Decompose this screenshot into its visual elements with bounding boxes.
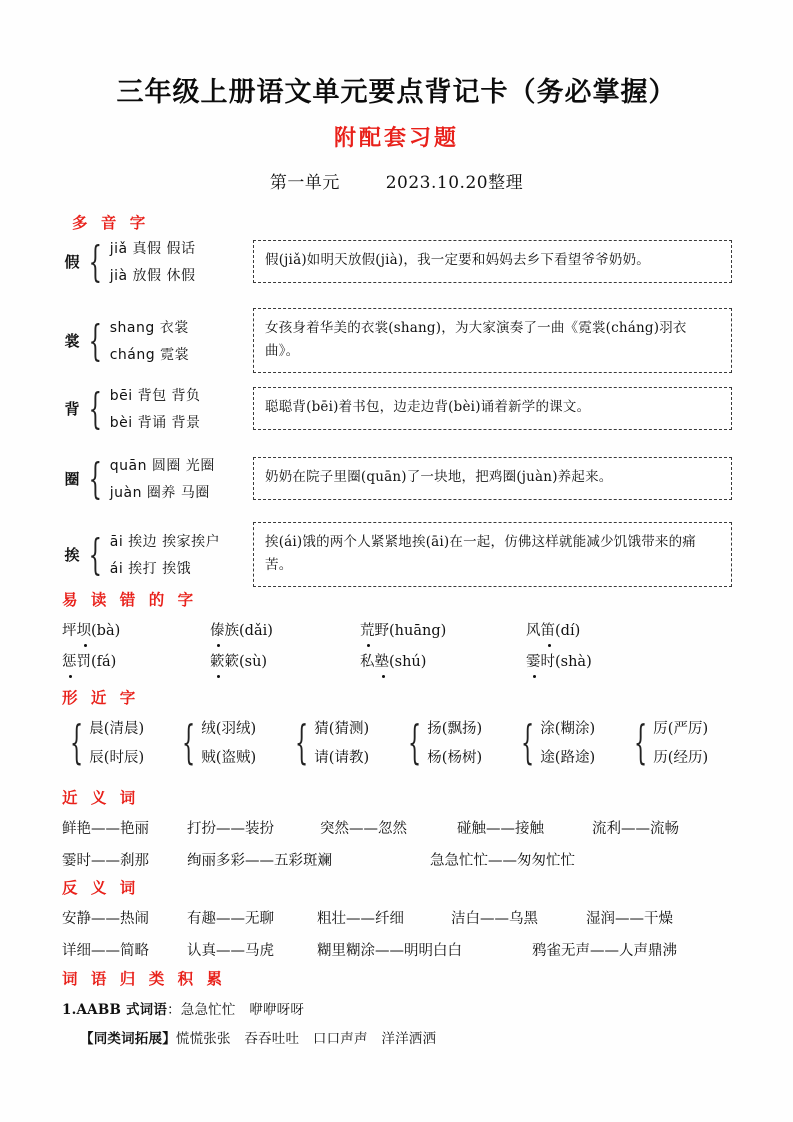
antonym-pair: 鸦雀无声——人声鼎沸 xyxy=(532,943,677,959)
similar-form-pair xyxy=(314,717,369,767)
misread-item xyxy=(360,650,526,671)
polyphone-example-box: 女孩身着华美的衣裳(shang)，为大家演奏了一曲《霓裳(cháng)羽衣曲》。 xyxy=(253,308,732,373)
similar-form-char: 途(路途) xyxy=(540,750,596,766)
section-accumulation xyxy=(62,967,734,1056)
emphasis-dot xyxy=(217,675,220,678)
polyphone-char: 挨 xyxy=(64,546,80,565)
polyphone-example-box: 奶奶在院子里圈(quān)了一块地，把鸡圈(juàn)养起来。 xyxy=(253,457,732,499)
similar-form-char: 晨(清晨) xyxy=(89,721,145,737)
misread-item xyxy=(526,650,592,671)
misread-item xyxy=(360,619,526,640)
misread-pinyin: (dǎi) xyxy=(239,623,273,639)
unit-and-date-line xyxy=(0,168,793,193)
polyphone-char: 裳 xyxy=(64,332,80,351)
similar-form-char: 扬(飘扬) xyxy=(427,721,483,737)
similar-form-item: { 绒(羽绒) 贼(盗贼) xyxy=(182,715,257,769)
misread-item xyxy=(210,619,360,640)
synonym-pair: 霎时——刹那 xyxy=(62,853,149,869)
similar-form-pair xyxy=(427,717,482,767)
emphasis-dot xyxy=(548,644,551,647)
similar-form-char: 历(经历) xyxy=(653,750,709,766)
polyphone-reading: āi 挨边 挨家挨户 xyxy=(109,534,221,551)
similar-form-pair xyxy=(201,717,256,767)
polyphone-readings xyxy=(110,238,196,285)
misread-word: 私塾 xyxy=(360,650,389,671)
antonym-row xyxy=(62,939,734,960)
similar-form-row xyxy=(62,717,734,767)
section-heading-similar-form: 形 近 字 xyxy=(62,689,140,707)
accumulation-colon: ： xyxy=(167,1002,181,1018)
antonym-row xyxy=(62,907,734,928)
polyphone-left-group: 圈 { quān 圆圈 光圈 juàn 圈养 马圈 xyxy=(62,455,247,502)
similar-form-item: { 厉(严厉) 历(经历) xyxy=(634,715,709,769)
polyphone-char: 背 xyxy=(64,400,80,418)
emphasis-dot xyxy=(533,675,536,678)
unit-label: 第一单元 xyxy=(269,172,340,193)
section-misread xyxy=(62,588,734,681)
misread-word: 簌 簌 xyxy=(210,650,239,671)
polyphone-row xyxy=(62,238,732,285)
misread-item xyxy=(210,650,360,671)
page-title: 三年级上册语文单元要点背记卡（务必掌握） xyxy=(116,77,677,108)
polyphone-reading: quān 圆圈 光圈 xyxy=(109,458,215,474)
polyphone-example-box: 聪聪背(bēi)着书包，边走边背(bèi)诵着新学的课文。 xyxy=(253,387,732,429)
similar-form-char: 涂(糊涂) xyxy=(540,721,596,737)
antonym-pair: 有趣——无聊 xyxy=(187,911,274,927)
polyphone-left-group: 挨 { āi 挨边 挨家挨户 ái 挨打 挨饿 xyxy=(62,531,247,578)
section-heading-antonyms: 反 义 词 xyxy=(62,879,140,897)
similar-form-char: 绒(羽绒) xyxy=(201,721,257,737)
misread-word: 坪坝 xyxy=(62,619,91,640)
antonym-pair: 粗壮——纤细 xyxy=(317,911,404,927)
misread-item xyxy=(62,619,210,640)
polyphone-reading: shang 衣裳 xyxy=(109,320,189,337)
section-antonyms xyxy=(62,876,734,971)
misread-pinyin: (shà) xyxy=(555,654,592,670)
similar-form-char: 请(请教) xyxy=(314,750,370,766)
emphasis-dot xyxy=(84,644,87,647)
similar-form-char: 厉(严厉) xyxy=(653,721,709,737)
synonym-pair: 鲜艳——艳丽 xyxy=(62,821,149,837)
misread-row xyxy=(62,650,734,671)
misread-item xyxy=(62,650,210,671)
emphasis-dot xyxy=(382,675,385,678)
synonym-row xyxy=(62,817,734,838)
emphasis-dot xyxy=(367,644,370,647)
similar-form-pair xyxy=(653,717,708,767)
misread-word: 惩 罚 xyxy=(62,650,91,671)
polyphone-readings xyxy=(110,385,201,432)
synonym-pair: 急急忙忙——匆匆忙忙 xyxy=(430,853,575,869)
synonym-pair: 碰触——接触 xyxy=(457,821,544,837)
synonym-pair: 绚丽多彩——五彩斑斓 xyxy=(187,853,332,869)
emphasis-dot xyxy=(217,644,220,647)
date-label: 2023.10.20整理 xyxy=(385,172,524,193)
polyphone-reading: jià 放假 休假 xyxy=(109,268,196,284)
antonym-pair: 详细——简略 xyxy=(62,943,149,959)
antonym-pair: 糊里糊涂——明明白白 xyxy=(317,943,462,959)
misread-pinyin: (sù) xyxy=(239,654,268,670)
polyphone-reading: ái 挨打 挨饿 xyxy=(109,561,192,578)
polyphone-row xyxy=(62,308,732,373)
accumulation-words: 急急忙忙 咿咿呀呀 xyxy=(180,1002,305,1018)
polyphone-readings xyxy=(110,317,189,364)
polyphone-left-group: 假 { jiǎ 真假 假话 jià 放假 休假 xyxy=(62,238,247,285)
accumulation-extend-words: 慌慌张张 吞吞吐吐 口口声声 洋洋洒洒 xyxy=(175,1031,437,1047)
section-heading-accumulation: 词 语 归 类 积 累 xyxy=(62,970,226,988)
emphasis-dot xyxy=(69,675,72,678)
polyphone-example-box: 假(jiǎ)如明天放假(jià)，我一定要和妈妈去乡下看望爷爷奶奶。 xyxy=(253,240,732,282)
accumulation-extend xyxy=(62,1027,734,1047)
similar-form-char: 杨(杨树) xyxy=(427,750,483,766)
synonym-pair: 突然——忽然 xyxy=(320,821,407,837)
misread-pinyin: (fá) xyxy=(91,654,117,670)
polyphone-char: 圈 xyxy=(64,470,80,488)
polyphone-char: 假 xyxy=(64,253,80,271)
accumulation-item xyxy=(62,998,734,1018)
section-heading-misread: 易 读 错 的 字 xyxy=(62,591,198,609)
similar-form-char: 辰(时辰) xyxy=(89,750,145,766)
section-heading-synonyms: 近 义 词 xyxy=(62,789,140,807)
polyphone-readings xyxy=(110,531,220,578)
misread-word: 荒 野 xyxy=(360,619,389,640)
polyphone-reading: bèi 背诵 背景 xyxy=(109,415,201,431)
section-heading-polyphone: 多 音 字 xyxy=(72,214,150,232)
synonym-pair: 流利——流畅 xyxy=(592,821,679,837)
antonym-pair: 洁白——乌黑 xyxy=(451,911,538,927)
polyphone-left-group: 背 { bēi 背包 背负 bèi 背诵 背景 xyxy=(62,385,247,432)
similar-form-char: 猜(猜测) xyxy=(314,721,370,737)
polyphone-readings xyxy=(110,455,215,502)
misread-word: 霎 时 xyxy=(526,650,555,671)
polyphone-row xyxy=(62,522,732,587)
page-subtitle: 附配套习题 xyxy=(333,124,459,151)
synonym-row xyxy=(62,849,734,870)
misread-row xyxy=(62,619,734,640)
accumulation-extend-label: 【同类词拓展】 xyxy=(80,1031,176,1047)
similar-form-pair xyxy=(540,717,595,767)
synonym-pair: 打扮——装扮 xyxy=(187,821,274,837)
misread-pinyin: (shú) xyxy=(389,654,427,670)
misread-pinyin: (dí) xyxy=(555,623,581,639)
misread-item xyxy=(526,619,580,640)
polyphone-reading: bēi 背包 背负 xyxy=(109,388,201,404)
similar-form-pair xyxy=(89,717,144,767)
similar-form-item: { 晨(清晨) 辰(时辰) xyxy=(70,715,145,769)
similar-form-char: 贼(盗贼) xyxy=(201,750,257,766)
antonym-pair: 安静——热闹 xyxy=(62,911,149,927)
misread-pinyin: (huāng) xyxy=(389,623,447,639)
accumulation-label: AABB 式词语 xyxy=(76,1002,168,1018)
similar-form-item: { 涂(糊涂) 途(路途) xyxy=(521,715,596,769)
similar-form-item: { 扬(飘扬) 杨(杨树) xyxy=(408,715,483,769)
antonym-pair: 湿润——干燥 xyxy=(586,911,673,927)
section-synonyms xyxy=(62,786,734,881)
similar-form-item: { 猜(猜测) 请(请教) xyxy=(295,715,370,769)
antonym-pair: 认真——马虎 xyxy=(187,943,274,959)
polyphone-row xyxy=(62,385,732,432)
polyphone-row xyxy=(62,455,732,502)
polyphone-example-box: 挨(ái)饿的两个人紧紧地挨(āi)在一起，仿佛这样就能减少饥饿带来的痛苦。 xyxy=(253,522,732,587)
misread-word: 风笛 xyxy=(526,619,555,640)
polyphone-reading: juàn 圈养 马圈 xyxy=(109,485,210,501)
misread-word: 傣 族 xyxy=(210,619,239,640)
accumulation-number: 1. xyxy=(62,1002,77,1018)
section-similar-form xyxy=(62,686,734,767)
polyphone-reading: jiǎ 真假 假话 xyxy=(109,241,196,257)
polyphone-reading: cháng 霓裳 xyxy=(109,347,190,364)
misread-pinyin: (bà) xyxy=(91,623,121,639)
polyphone-left-group: 裳 { shang 衣裳 cháng 霓裳 xyxy=(62,317,247,364)
